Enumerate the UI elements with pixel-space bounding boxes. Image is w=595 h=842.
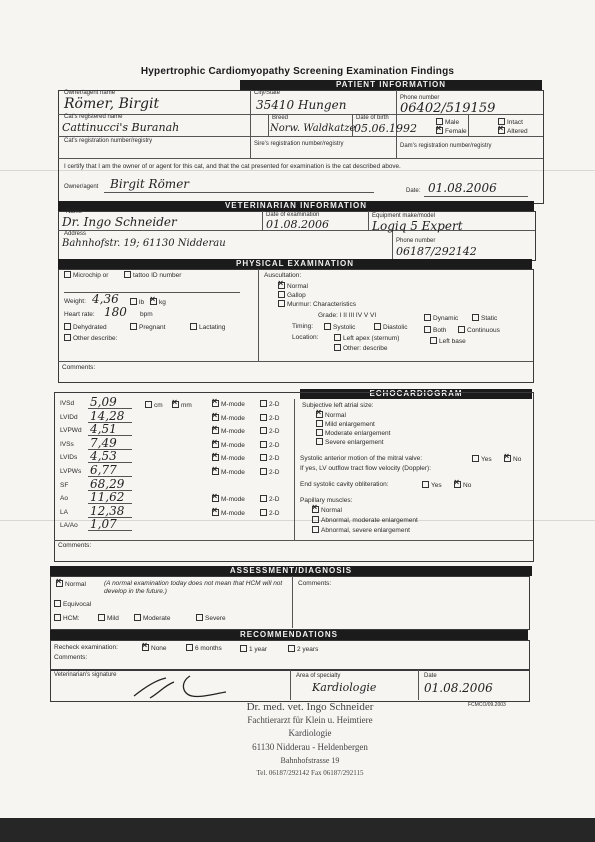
assessment-comments-label: Comments: [298,580,332,587]
microchip-checkbox[interactable] [64,271,71,278]
continuous-option[interactable]: Continuous [458,326,500,335]
dehydrated-checkbox[interactable] [64,323,71,330]
pap-normal-option[interactable]: ×Normal [312,506,342,515]
male-option[interactable]: Male [436,118,459,127]
both-checkbox[interactable] [424,326,431,333]
dam-registration-label: Dam's registration number/registry [400,143,492,149]
weight-label: Weight: [64,298,86,305]
m-mode-option[interactable]: × M-mode [212,414,245,423]
2d-option[interactable]: 2-D [260,400,279,409]
m-mode-checkbox[interactable] [212,400,219,407]
pap-moderate-checkbox[interactable] [312,516,319,523]
form-code: FCMCO/09.2003 [468,702,506,708]
vet-address-value[interactable]: Bahnhofstr. 19; 61130 Nidderau [62,238,226,249]
hcm-severe-option[interactable]: Severe [196,614,226,623]
2d-option[interactable]: 2-D [260,454,279,463]
echo-label-ivsd: IVSd [60,400,75,407]
recheck-none-checkbox[interactable] [142,644,149,651]
city-value[interactable]: 35410 Hungen [256,98,347,112]
vet-signature [130,672,240,700]
stamp-city: 61130 Nidderau - Heldenbergen [252,742,368,752]
pap-moderate-option[interactable]: Abnormal, moderate enlargement [312,516,418,525]
echo-label-lvpws: LVPWs [60,468,82,475]
stamp-specialty: Kardiologie [288,728,332,738]
auscultation-label: Auscultation: [264,272,302,279]
vet-name-label: Name [66,209,83,215]
phone-label: Phone number [400,95,440,101]
2d-option[interactable]: 2-D [260,441,279,450]
lb-option[interactable]: lb [130,298,144,307]
m-mode-option[interactable]: × M-mode [212,509,245,518]
recheck-1-year-checkbox[interactable] [240,645,247,652]
phone-value[interactable]: 06402/519159 [400,101,496,116]
obliteration-label: End systolic cavity obliteration: [300,481,389,488]
m-mode-checkbox[interactable] [212,414,219,421]
echo-value-la-ao[interactable]: 1,07 [90,517,117,531]
lb-checkbox[interactable] [130,298,137,305]
diagnosis-normal-checkbox[interactable] [56,580,63,587]
vet-name-value[interactable]: Dr. Ingo Schneider [62,215,177,229]
2d-checkbox[interactable] [260,400,267,407]
la-normal-checkbox[interactable] [316,411,323,418]
echo-value-lvpwd[interactable]: 4,51 [90,422,117,436]
mm-option[interactable]: × mm [172,401,192,410]
2d-option[interactable]: 2-D [260,468,279,477]
echo-label-la-ao: LA/Ao [60,522,78,529]
intact-option[interactable]: Intact [498,118,523,127]
echo-label-lvidd: LVIDd [60,414,78,421]
m-mode-checkbox[interactable] [212,468,219,475]
echo-label-ao: Ao [60,495,68,502]
echo-label-sf: SF [60,482,69,489]
obliteration-no-checkbox[interactable] [454,481,461,488]
stamp-name: Dr. med. vet. Ingo Schneider [246,701,374,713]
echo-value-lvidd[interactable]: 14,28 [90,409,125,423]
echo-label-lvids: LVIDs [60,454,78,461]
papillary-label: Papillary muscles: [300,497,353,504]
heart-rate-value[interactable]: 180 [104,305,127,319]
sam-no-option[interactable]: × No [504,455,521,464]
owner-name-label: Owner/agent name [64,90,116,96]
2d-option[interactable]: 2-D [260,495,279,504]
patient-header: PATIENT INFORMATION [240,80,542,90]
m-mode-option[interactable]: × M-mode [212,495,245,504]
la-mild-option[interactable]: Mild enlargement [316,420,375,429]
both-option[interactable]: Both [424,326,446,335]
cm-option[interactable]: cm [145,401,163,410]
recheck-1-year-option[interactable]: 1 year [240,645,267,654]
la-moderate-checkbox[interactable] [316,429,323,436]
recheck-2-years-checkbox[interactable] [288,645,295,652]
cm-checkbox[interactable] [145,401,152,408]
vet-signature-label: Veterinarian's signature [54,672,117,678]
cat-name-label: Cat's registered name [64,114,123,120]
lactating-checkbox[interactable] [190,323,197,330]
timing-label: Timing: [292,323,314,330]
obliteration-yes-checkbox[interactable] [422,481,429,488]
vet-phone-label: Phone number [396,238,436,244]
echo-label-ivss: IVSs [60,441,74,448]
pap-severe-option[interactable]: Abnormal, severe enlargement [312,526,410,535]
location-label: Location: [292,334,319,341]
m-mode-checkbox[interactable] [212,441,219,448]
la-normal-option[interactable]: ×Normal [316,411,346,420]
recheck-label: Recheck examination: [54,644,118,651]
hcm-option[interactable]: HCM: [54,614,80,623]
owner-name-value[interactable]: Römer, Birgit [64,96,160,112]
pregnant-option[interactable]: Pregnant [130,323,165,332]
equivocal-option[interactable]: Equivocal [54,600,91,609]
other-location-checkbox[interactable] [334,344,341,351]
altered-checkbox[interactable] [498,127,505,134]
normal-checkbox[interactable] [278,282,285,289]
specialty-value[interactable]: Kardiologie [312,681,377,694]
sam-label: Systolic anterior motion of the mitral valve: [300,455,423,462]
subjective-la-label: Subjective left atrial size: [302,402,374,409]
vet-header: VETERINARIAN INFORMATION [58,201,534,211]
owner-signature: Birgit Römer [110,177,190,191]
2d-checkbox[interactable] [260,427,267,434]
systolic-option[interactable]: Systolic [324,323,355,332]
pap-severe-checkbox[interactable] [312,526,319,533]
dynamic-checkbox[interactable] [424,314,431,321]
sire-registration-label: Sire's registration number/registry [254,141,344,147]
normal-option[interactable]: ×Normal [278,282,308,291]
cat-name-value[interactable]: Cattinucci's Buranah [62,121,180,134]
weight-value[interactable]: 4,36 [92,292,119,306]
form-title: Hypertrophic Cardiomyopathy Screening Examination Findings [140,66,455,77]
hcm-severe-checkbox[interactable] [196,614,203,621]
breed-label: Breed [272,115,289,121]
lactating-option[interactable]: Lactating [190,323,225,332]
m-mode-checkbox[interactable] [212,495,219,502]
pregnant-checkbox[interactable] [130,323,137,330]
2d-checkbox[interactable] [260,468,267,475]
left-apex-checkbox[interactable] [334,334,341,341]
left-apex-option[interactable]: Left apex (sternum) [334,334,399,343]
obliteration-yes-option[interactable]: Yes [422,481,442,490]
certification-text: I certify that I am the owner of or agent for this cat, and that the cat presented for examination is the cat described above. [64,163,401,170]
m-mode-option[interactable]: × M-mode [212,441,245,450]
la-moderate-option[interactable]: Moderate enlargement [316,429,390,438]
stamp-title: Fachtierarzt für Klein u. Heimtiere [247,715,373,725]
dehydrated-option[interactable]: Dehydrated [64,323,107,332]
equipment-value[interactable]: Logiq 5 Expert [372,219,463,233]
specialty-label: Area of specialty [296,673,341,679]
echo-header: ECHOCARDIOGRAM [300,389,532,399]
hcm-mild-checkbox[interactable] [98,614,105,621]
assessment-header: ASSESSMENT/DIAGNOSIS [50,566,532,576]
female-option[interactable]: ×Female [436,127,467,136]
2d-checkbox[interactable] [260,509,267,516]
owner-date-value[interactable]: 01.08.2006 [428,181,497,195]
lvot-label: If yes, LV outflow tract flow velocity (Doppler): [300,465,432,472]
microchip-option[interactable]: Microchip or [64,271,108,280]
murmur-checkbox[interactable] [278,300,285,307]
bpm-label: bpm [140,311,153,318]
diastolic-checkbox[interactable] [374,323,381,330]
recommendation-comments-label: Comments: [54,654,88,661]
hcm-moderate-checkbox[interactable] [134,614,141,621]
other-location-option[interactable]: Other: describe [334,344,387,353]
echo-label-lvpwd: LVPWd [60,427,82,434]
echo-label-la: LA [60,509,68,516]
m-mode-option[interactable]: × M-mode [212,454,245,463]
static-checkbox[interactable] [472,314,479,321]
recheck-2-years-option[interactable]: 2 years [288,645,318,654]
kg-checkbox[interactable] [150,298,157,305]
continuous-checkbox[interactable] [458,326,465,333]
hcm-checkbox[interactable] [54,614,61,621]
cat-registration-label: Cat's registration number/registry [64,138,153,144]
murmur-option[interactable]: Murmur: Characteristics [278,300,356,309]
physical-comments-label: Comments: [62,364,96,371]
normal-disclaimer: (A normal examination today does not mean that HCM will not develop in the future.) [104,580,283,595]
owner-signature-label: Owner/agent [64,184,99,190]
dob-label: Date of birth [356,115,389,121]
recheck-6-months-checkbox[interactable] [186,644,193,651]
echo-value-ivss[interactable]: 7,49 [90,436,117,450]
sam-yes-option[interactable]: Yes [472,455,492,464]
2d-option[interactable]: 2-D [260,427,279,436]
other-option[interactable]: Other describe: [64,334,117,343]
exam-date-label: Date of examination [266,212,320,218]
m-mode-checkbox[interactable] [212,427,219,434]
left-base-option[interactable]: Left base [430,337,466,346]
heart-rate-label: Heart rate: [64,311,95,318]
static-option[interactable]: Static [472,314,497,323]
mm-checkbox[interactable] [172,401,179,408]
recheck-6-months-option[interactable]: 6 months [186,644,222,653]
2d-option[interactable]: 2-D [260,509,279,518]
2d-checkbox[interactable] [260,495,267,502]
exam-date-value[interactable]: 01.08.2006 [266,218,329,231]
signature-date-value[interactable]: 01.08.2006 [424,681,493,695]
gallop-option[interactable]: Gallop [278,291,306,300]
recheck-none-option[interactable]: × None [142,644,167,653]
gallop-checkbox[interactable] [278,291,285,298]
murmur-grade: Grade: I II III IV V VI [318,312,377,319]
echo-value-ivsd[interactable]: 5,09 [90,395,117,409]
echo-comments-label: Comments: [58,542,92,549]
echo-value-lvpws[interactable]: 6,77 [90,463,117,477]
pap-normal-checkbox[interactable] [312,506,319,513]
recommendations-header: RECOMMENDATIONS [50,630,528,640]
sam-no-checkbox[interactable] [504,455,511,462]
scanner-edge [0,818,595,842]
equivocal-checkbox[interactable] [54,600,61,607]
echo-value-la[interactable]: 12,38 [90,504,125,518]
m-mode-option[interactable]: × M-mode [212,468,245,477]
m-mode-checkbox[interactable] [212,454,219,461]
tattoo-option[interactable]: tattoo ID number [124,271,181,280]
la-severe-option[interactable]: Severe enlargement [316,438,384,447]
diagnosis-normal-option[interactable]: ×Normal [56,580,86,589]
echo-value-lvids[interactable]: 4,53 [90,449,117,463]
stamp-street: Bahnhofstrasse 19 [280,756,340,765]
dob-value[interactable]: 05.06.1992 [354,122,417,135]
2d-checkbox[interactable] [260,454,267,461]
owner-date-label: Date: [406,188,421,194]
left-base-checkbox[interactable] [430,337,437,344]
diastolic-option[interactable]: Diastolic [374,323,408,332]
m-mode-checkbox[interactable] [212,509,219,516]
vet-phone-value[interactable]: 06187/292142 [396,245,477,258]
dynamic-option[interactable]: Dynamic [424,314,458,323]
signature-date-label: Date [424,673,437,679]
systolic-checkbox[interactable] [324,323,331,330]
m-mode-option[interactable]: × M-mode [212,427,245,436]
m-mode-option[interactable]: × M-mode [212,400,245,409]
sam-yes-checkbox[interactable] [472,455,479,462]
la-mild-checkbox[interactable] [316,420,323,427]
2d-checkbox[interactable] [260,441,267,448]
hcm-mild-option[interactable]: Mild [98,614,119,623]
tattoo-checkbox[interactable] [124,271,131,278]
obliteration-no-option[interactable]: × No [454,481,471,490]
breed-value[interactable]: Norw. Waldkatze [270,123,356,134]
city-label: City/State [254,90,281,96]
vet-address-label: Address [64,231,87,237]
hcm-moderate-option[interactable]: Moderate [134,614,170,623]
2d-checkbox[interactable] [260,414,267,421]
altered-option[interactable]: ×Altered [498,127,528,136]
echo-value-ao[interactable]: 11,62 [90,490,125,504]
la-severe-checkbox[interactable] [316,438,323,445]
physical-header: PHYSICAL EXAMINATION [58,259,532,269]
stamp-phone: Tel. 06187/292142 Fax 06187/292115 [256,769,364,777]
female-checkbox[interactable] [436,127,443,134]
echo-value-sf[interactable]: 68,29 [90,477,125,491]
2d-option[interactable]: 2-D [260,414,279,423]
kg-option[interactable]: × kg [150,298,166,307]
equipment-label: Equipment make/model [372,213,436,219]
other-checkbox[interactable] [64,334,71,341]
